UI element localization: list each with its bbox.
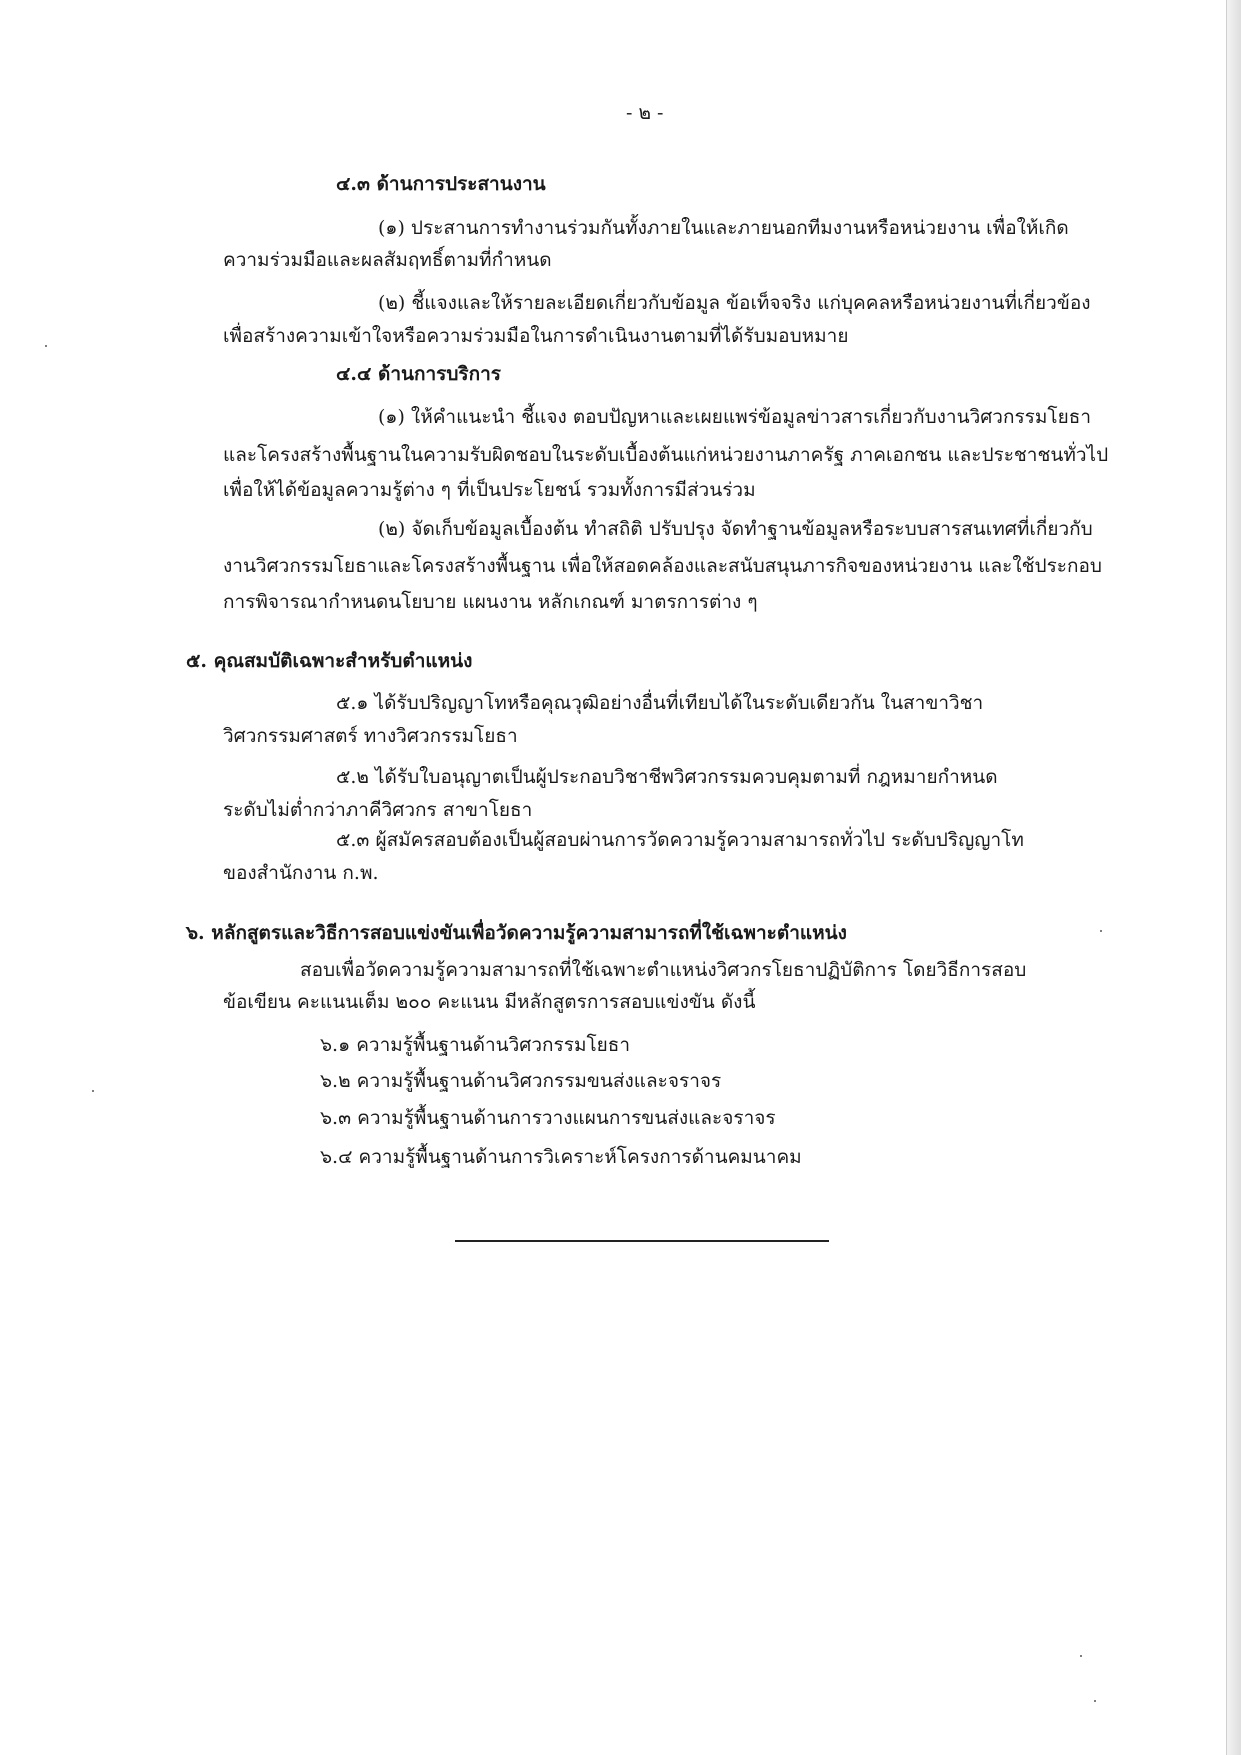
- section-6-topic-2: ๖.๒ ความรู้พื้นฐานด้านวิศวกรรมขนส่งและจราจร: [320, 1070, 722, 1092]
- section-6-topic-3: ๖.๓ ความรู้พื้นฐานด้านการวางแผนการขนส่งและจราจร: [320, 1107, 776, 1129]
- section-6-topic-1: ๖.๑ ความรู้พื้นฐานด้านวิศวกรรมโยธา: [320, 1034, 631, 1056]
- scan-speck: [45, 345, 47, 347]
- scan-speck: [1094, 1700, 1096, 1702]
- section-5-2-line-1: ๕.๒ ได้รับใบอนุญาตเป็นผู้ประกอบวิชาชีพวิศวกรรมควบคุมตามที่ กฎหมายกำหนด: [336, 766, 998, 788]
- section-6-topic-4: ๖.๔ ความรู้พื้นฐานด้านการวิเคราะห์โครงการด้านคมนาคม: [320, 1146, 802, 1168]
- scan-edge: [1226, 0, 1241, 1755]
- section-5-3-line-1: ๕.๓ ผู้สมัครสอบต้องเป็นผู้สอบผ่านการวัดความรู้ความสามารถทั่วไป ระดับปริญญาโท: [336, 829, 1024, 851]
- section-4-4-item-1-line-1: (๑) ให้คำแนะนำ ชี้แจง ตอบปัญหาและเผยแพร่ข้อมูลข่าวสารเกี่ยวกับงานวิศวกรรมโยธา: [378, 406, 1092, 428]
- section-4-3-item-1-line-1: (๑) ประสานการทำงานร่วมกันทั้งภายในและภายนอกทีมงานหรือหน่วยงาน เพื่อให้เกิด: [378, 217, 1069, 239]
- scan-speck: [1080, 1655, 1082, 1657]
- section-5-3-line-2: ของสำนักงาน ก.พ.: [223, 862, 379, 884]
- section-4-3-item-1-line-2: ความร่วมมือและผลสัมฤทธิ์ตามที่กำหนด: [223, 249, 552, 271]
- end-of-document-rule: [455, 1240, 829, 1242]
- section-6-intro-line-2: ข้อเขียน คะแนนเต็ม ๒๐๐ คะแนน มีหลักสูตรการสอบแข่งขัน ดังนี้: [223, 991, 756, 1013]
- section-4-3-heading: ๔.๓ ด้านการประสานงาน: [336, 173, 546, 195]
- page-number: - ๒ -: [626, 102, 664, 124]
- section-5-2-line-2: ระดับไม่ต่ำกว่าภาคีวิศวกร สาขาโยธา: [223, 799, 533, 821]
- section-4-4-item-1-line-2: และโครงสร้างพื้นฐานในความรับผิดชอบในระดับเบื้องต้นแก่หน่วยงานภาครัฐ ภาคเอกชน และประชาชนทั่วไป: [223, 444, 1109, 466]
- section-4-4-heading: ๔.๔ ด้านการบริการ: [336, 363, 502, 385]
- scan-speck: [1100, 930, 1102, 932]
- section-4-4-item-2-line-3: การพิจารณากำหนดนโยบาย แผนงาน หลักเกณฑ์ มาตรการต่าง ๆ: [223, 591, 758, 613]
- section-4-4-item-2-line-1: (๒) จัดเก็บข้อมูลเบื้องต้น ทำสถิติ ปรับปรุง จัดทำฐานข้อมูลหรือระบบสารสนเทศที่เกี่ยวกับ: [378, 518, 1093, 540]
- scan-speck: [92, 1090, 94, 1092]
- section-5-1-line-2: วิศวกรรมศาสตร์ ทางวิศวกรรมโยธา: [223, 725, 518, 747]
- section-6-intro-line-1: สอบเพื่อวัดความรู้ความสามารถที่ใช้เฉพาะตำแหน่งวิศวกรโยธาปฏิบัติการ โดยวิธีการสอบ: [300, 959, 1027, 981]
- section-4-3-item-2-line-1: (๒) ชี้แจงและให้รายละเอียดเกี่ยวกับข้อมูล ข้อเท็จจริง แก่บุคคลหรือหน่วยงานที่เกี่ยวข้อง: [378, 292, 1091, 314]
- section-6-heading: ๖. หลักสูตรและวิธีการสอบแข่งขันเพื่อวัดความรู้ความสามารถที่ใช้เฉพาะตำแหน่ง: [186, 922, 847, 944]
- section-5-1-line-1: ๕.๑ ได้รับปริญญาโทหรือคุณวุฒิอย่างอื่นที่เทียบได้ในระดับเดียวกัน ในสาขาวิชา: [336, 692, 984, 714]
- section-4-4-item-2-line-2: งานวิศวกรรมโยธาและโครงสร้างพื้นฐาน เพื่อให้สอดคล้องและสนับสนุนภารกิจของหน่วยงาน และใช้ประกอบ: [223, 555, 1102, 577]
- section-5-heading: ๕. คุณสมบัติเฉพาะสำหรับตำแหน่ง: [186, 650, 473, 672]
- section-4-3-item-2-line-2: เพื่อสร้างความเข้าใจหรือความร่วมมือในการดำเนินงานตามที่ได้รับมอบหมาย: [223, 325, 849, 347]
- section-4-4-item-1-line-3: เพื่อให้ได้ข้อมูลความรู้ต่าง ๆ ที่เป็นประโยชน์ รวมทั้งการมีส่วนร่วม: [223, 479, 756, 501]
